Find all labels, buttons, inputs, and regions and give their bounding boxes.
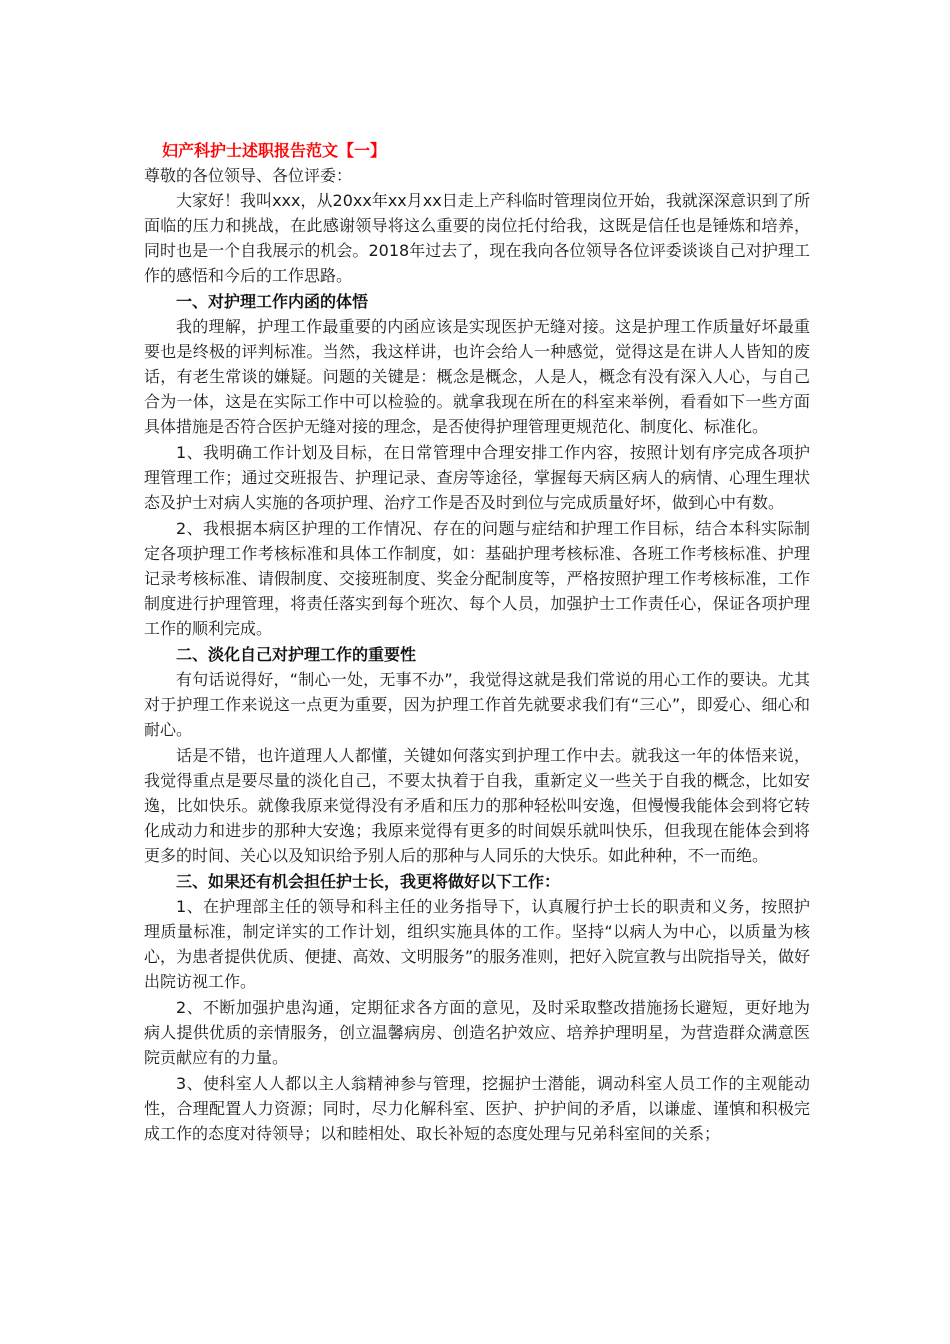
paragraph-item-2: 2、我根据本病区护理的工作情况、存在的问题与症结和护理工作目标，结合本科实际制定各项护理工作考核标准和具体工作制度，如：基础护理考核标准、各班工作考核标准、护理记录考核标准、请假制度、交接班制度、奖金分配制度等，严格按照护理工作考核标准，工作制度进行护理管理，将责任落实到每个班次、每个人员，加强护士工作责任心，保证各项护理工作的顺利完成。 (144, 519, 810, 638)
section-heading-2: 二、淡化自己对护理工作的重要性 (176, 645, 417, 664)
paragraph-plan-3: 3、使科室人人都以主人翁精神参与管理，挖掘护士潜能，调动科室人员工作的主观能动性，合理配置人力资源；同时，尽力化解科室、医护、护护间的矛盾，以谦虚、谨慎和积极完成工作的态度对待领导；以和睦相处、取长补短的态度处理与兄弟科室间的关系； (144, 1074, 810, 1143)
salutation: 尊敬的各位领导、各位评委： (144, 166, 353, 185)
section-heading-3: 三、如果还有机会担任护士长，我更将做好以下工作： (176, 872, 561, 891)
paragraph-understanding: 我的理解，护理工作最重要的内函应该是实现医护无缝对接。这是护理工作质量好坏最重要也是终极的评判标准。当然，我这样讲，也许会给人一种感觉，觉得这是在讲人人皆知的废话，有老生常谈的嫌疑。问题的关键是：概念是概念，人是人，概念有没有深入人心，与自己合为一体，这是在实际工作中可以检验的。就拿我现在所在的科室来举例，看看如下一些方面具体措施是否符合医护无缝对接的理念，是否使得护理管理更规范化、制度化、标准化。 (144, 317, 810, 436)
paragraph-reflection: 话是不错，也许道理人人都懂，关键如何落实到护理工作中去。就我这一年的体悟来说，我觉得重点是要尽量的淡化自己，不要太执着于自我，重新定义一些关于自我的概念，比如安逸，比如快乐。就像我原来觉得没有矛盾和压力的那种轻松叫安逸，但慢慢我能体会到将它转化成动力和进步的那种大安逸；我原来觉得有更多的时间娱乐就叫快乐，但我现在能体会到将更多的时间、关心以及知识给予别人后的那种与人同乐的大快乐。如此种种，不一而绝。 (144, 746, 810, 865)
paragraph-item-1: 1、我明确工作计划及目标，在日常管理中合理安排工作内容，按照计划有序完成各项护理管理工作；通过交班报告、护理记录、查房等途径，掌握每天病区病人的病情、心理生理状态及护士对病人实施的各项护理、治疗工作是否及时到位与完成质量好坏，做到心中有数。 (144, 443, 810, 512)
document-body (144, 138, 810, 1147)
paragraph-plan-1: 1、在护理部主任的领导和科主任的业务指导下，认真履行护士长的职责和义务，按照护理质量标准，制定详实的工作计划，组织实施具体的工作。坚持“以病人为中心，以质量为核心，为患者提供优质、便捷、高效、文明服务”的服务准则，把好入院宣教与出院指导关，做好出院访视工作。 (144, 897, 810, 991)
paragraph-intro: 大家好！我叫xxx，从20xx年xx月xx日走上产科临时管理岗位开始，我就深深意识到了所面临的压力和挑战，在此感谢领导将这么重要的岗位托付给我，这既是信任也是锤炼和培养，同时也是一个自我展示的机会。2018年过去了，现在我向各位领导各位评委谈谈自己对护理工作的感悟和今后的工作思路。 (144, 191, 810, 285)
paragraph-plan-2: 2、不断加强护患沟通，定期征求各方面的意见，及时采取整改措施扬长避短，更好地为病人提供优质的亲情服务，创立温馨病房、创造名护效应、培养护理明星，为营造群众满意医院贡献应有的力量。 (144, 998, 810, 1067)
document-title: 妇产科护士述职报告范文【一】 (162, 141, 387, 160)
section-heading-1: 一、对护理工作内函的体悟 (176, 292, 369, 311)
paragraph-saying: 有句话说得好，“制心一处，无事不办”，我觉得这就是我们常说的用心工作的要诀。尤其对于护理工作来说这一点更为重要，因为护理工作首先就要求我们有“三心”，即爱心、细心和耐心。 (144, 670, 810, 739)
